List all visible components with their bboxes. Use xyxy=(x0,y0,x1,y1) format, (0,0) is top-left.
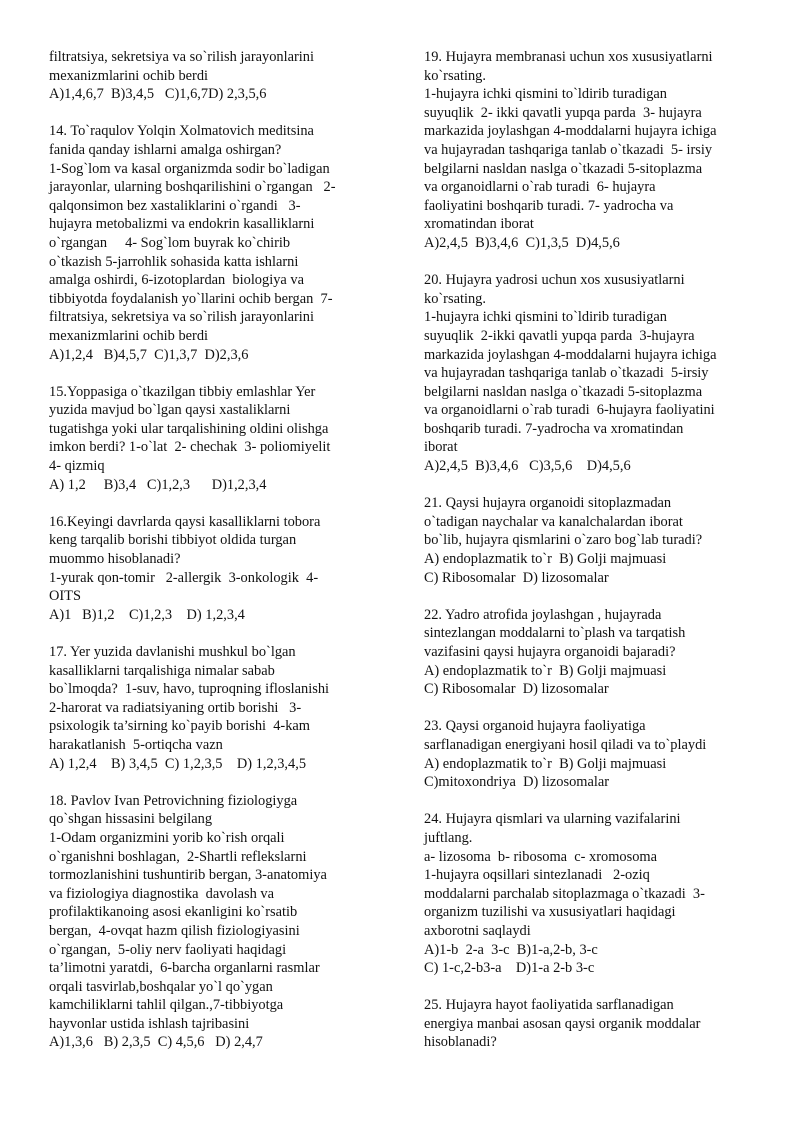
text-line: jarayonlar, ularning boshqarilishini o`rgangan 2- xyxy=(49,179,336,196)
text-line: A)1 B)1,2 C)1,2,3 D) 1,2,3,4 xyxy=(49,606,245,623)
text-line: 1-hujayra ichki qismini to`ldirib turadigan xyxy=(424,86,667,103)
text-line: filtratsiya, sekretsiya va so`rilish jarayonlarini xyxy=(49,49,314,65)
text-line: tugatishga yoki ular tarqalishining oldini olishga xyxy=(49,420,329,437)
text-line: A)2,4,5 B)3,4,6 C)3,5,6 D)4,5,6 xyxy=(424,458,631,475)
text-line: iborat xyxy=(424,439,458,456)
text-line: orqali tasvirlab,boshqalar yo`l qo`ygan xyxy=(49,978,273,995)
text-line: yuzida mavjud bo`lgan qaysi xastaliklarni xyxy=(49,402,291,419)
text-line: C) Ribosomalar D) lizosomalar xyxy=(424,681,609,698)
question-block xyxy=(424,606,762,699)
text-line: A)1,3,6 B) 2,3,5 C) 4,5,6 D) 2,4,7 xyxy=(49,1034,263,1051)
text-line: C) Ribosomalar D) lizosomalar xyxy=(424,569,609,586)
text-line: A) endoplazmatik to`r B) Golji majmuasi xyxy=(424,755,667,772)
text-line: 1-hujayra oqsillari sintezlanadi 2-oziq xyxy=(424,867,650,884)
question-block xyxy=(49,643,389,773)
text-line: va organoidlarni o`rab turadi 6-hujayra faoliyatini xyxy=(424,402,715,419)
text-line: kamchiliklarni tahlil qilgan.,7-tibbiyotga xyxy=(49,997,284,1014)
question-block xyxy=(49,122,389,364)
text-line: 1-Odam organizmini yorib ko`rish orqali xyxy=(49,829,285,846)
text-line: psixologik ta’sirning ko`payib borishi 4-kam xyxy=(49,718,311,735)
question-block xyxy=(424,48,762,253)
text-line: OITS xyxy=(49,588,81,605)
right-column xyxy=(424,48,762,1071)
text-line: 16.Keyingi davrlarda qaysi kasalliklarni tobora xyxy=(49,513,321,530)
text-line: bo`lib, hujayra qismlarini o`zaro bog`lab turadi? xyxy=(424,532,703,549)
text-line: filtratsiya, sekretsiya va so`rilish jarayonlarini xyxy=(49,309,314,326)
text-line: organizm tuzilishi va xususiyatlari haqidagi xyxy=(424,904,676,921)
text-line: muommo hisoblanadi? xyxy=(49,551,181,568)
text-line: o`rgangan, 5-oliy nerv faoliyati haqidagi xyxy=(49,941,287,958)
left-column xyxy=(49,48,389,1071)
text-line: harakatlanish 5-ortiqcha vazn xyxy=(49,736,223,753)
text-line: keng tarqalib borishi tibbiyot oldida turgan xyxy=(49,532,297,549)
text-line: mexanizmlarini ochib berdi xyxy=(49,67,209,84)
text-line: A) 1,2 B)3,4 C)1,2,3 D)1,2,3,4 xyxy=(49,476,267,493)
text-line: C) 1-c,2-b3-a D)1-a 2-b 3-c xyxy=(424,960,595,977)
text-line: qalqonsimon bez xastaliklarini o`rgandi 3- xyxy=(49,197,301,214)
text-line: o`rganishni boshlagan, 2-Shartli reflekslarni xyxy=(49,848,307,865)
text-line: hayvonlar ustida ishlash tajribasini xyxy=(49,1015,250,1032)
text-line: sarflanadigan energiyani hosil qiladi va to`playdi xyxy=(424,736,707,753)
text-line: 19. Hujayra membranasi uchun xos xususiyatlarni xyxy=(424,49,713,65)
text-line: amalga oshirdi, 6-izotoplardan biologiya va xyxy=(49,272,304,289)
text-line: fanida qanday ishlarni amalga oshirgan? xyxy=(49,141,282,158)
text-line: va fiziologiya diagnostika davolash va xyxy=(49,885,274,902)
text-line: suyuqlik 2-ikki qavatli yupqa parda 3-hujayra xyxy=(424,327,695,344)
question-block xyxy=(49,792,389,1052)
text-line: belgilarni nasldan naslga o`tkazadi 5-sitoplazma xyxy=(424,160,703,177)
text-line: boshqarib turadi. 7-yadrocha va xromatindan xyxy=(424,420,684,437)
question-block xyxy=(424,494,762,587)
text-line: A)1,2,4 B)4,5,7 C)1,3,7 D)2,3,6 xyxy=(49,346,249,363)
text-line: qo`shgan hissasini belgilang xyxy=(49,811,213,828)
text-line: 1-yurak qon-tomir 2-allergik 3-onkologik 4- xyxy=(49,569,319,586)
text-line: markazida joylashgan 4-moddalarni hujayra ichiga xyxy=(424,346,717,363)
text-line: 1-hujayra ichki qismini to`ldirib turadigan xyxy=(424,309,667,326)
text-line: 20. Hujayra yadrosi uchun xos xususiyatlarni xyxy=(424,272,685,289)
text-line: 25. Hujayra hayot faoliyatida sarflanadigan xyxy=(424,997,674,1014)
text-line: 14. To`raqulov Yolqin Xolmatovich meditsina xyxy=(49,123,314,140)
text-line: suyuqlik 2- ikki qavatli yupqa parda 3- hujayra xyxy=(424,104,702,121)
question-block xyxy=(424,810,762,977)
text-line: o`rgangan 4- Sog`lom buyrak ko`chirib xyxy=(49,234,291,251)
text-line: 17. Yer yuzida davlanishi mushkul bo`lgan xyxy=(49,644,296,660)
text-line: tibbiyotda foydalanish yo`llarini ochib bergan 7- xyxy=(49,290,333,307)
text-line: A) endoplazmatik to`r B) Golji majmuasi xyxy=(424,551,667,568)
question-block xyxy=(424,996,762,1052)
text-line: markazida joylashgan 4-moddalarni hujayra ichiga xyxy=(424,123,717,140)
text-line: ko`rsating. xyxy=(424,67,486,84)
text-line: bo`lmoqda? 1-suv, havo, tuproqning ifloslanishi xyxy=(49,681,330,698)
text-line: A) endoplazmatik to`r B) Golji majmuasi xyxy=(424,662,667,679)
text-line: vazifasini qaysi hujayra organoidi bajaradi? xyxy=(424,644,676,660)
text-line: ko`rsating. xyxy=(424,290,486,307)
text-line: A) 1,2,4 B) 3,4,5 C) 1,2,3,5 D) 1,2,3,4,5 xyxy=(49,755,307,772)
text-line: o`tkazish 5-jarrohlik sohasida katta ishlarni xyxy=(49,253,299,270)
text-line: C)mitoxondriya D) lizosomalar xyxy=(424,774,610,791)
text-line: 18. Pavlov Ivan Petrovichning fiziologiyga xyxy=(49,792,298,809)
text-line: A)1-b 2-a 3-c B)1-a,2-b, 3-c xyxy=(424,941,598,958)
text-line: 1-Sog`lom va kasal organizmda sodir bo`ladigan xyxy=(49,160,330,177)
text-line: hujayra metobalizmi va endokrin kasalliklarni xyxy=(49,216,315,233)
text-line: bergan, 4-ovqat hazm qilish fiziologiyasini xyxy=(49,922,300,939)
text-line: axborotni saqlaydi xyxy=(424,922,531,939)
question-block xyxy=(424,271,762,476)
text-line: 22. Yadro atrofida joylashgan , hujayrada xyxy=(424,606,662,623)
question-block xyxy=(49,48,389,104)
text-line: A)2,4,5 B)3,4,6 C)1,3,5 D)4,5,6 xyxy=(424,234,620,251)
text-line: sintezlangan moddalarni to`plash va tarqatish xyxy=(424,625,686,642)
text-line: 2-harorat va radiatsiyaning ortib borishi 3- xyxy=(49,699,302,716)
question-block xyxy=(49,383,389,495)
text-line: va hujayradan tashqariga tanlab o`tkazadi 5-irsiy xyxy=(424,365,709,382)
text-line: 23. Qaysi organoid hujayra faoliyatiga xyxy=(424,718,646,735)
text-line: 15.Yoppasiga o`tkazilgan tibbiy emlashlar Yer xyxy=(49,383,316,400)
text-line: a- lizosoma b- ribosoma c- xromosoma xyxy=(424,848,657,865)
text-line: kasalliklarni tarqalishiga nimalar sabab xyxy=(49,662,275,679)
text-line: 21. Qaysi hujayra organoidi sitoplazmadan xyxy=(424,495,672,512)
text-line: o`tadigan naychalar va kanalchalardan iborat xyxy=(424,513,683,530)
text-line: hisoblanadi? xyxy=(424,1034,497,1051)
text-line: faoliyatini boshqarib turadi. 7- yadrocha va xyxy=(424,197,674,214)
text-line: ta’limotni yaratdi, 6-barcha organlarni rasmlar xyxy=(49,960,320,977)
text-line: juftlang. xyxy=(424,829,473,846)
text-line: belgilarni nasldan naslga o`tkazadi 5-sitoplazma xyxy=(424,383,703,400)
text-line: 4- qizmiq xyxy=(49,458,105,475)
text-line: va hujayradan tashqariga tanlab o`tkazadi 5- irsiy xyxy=(424,141,713,158)
text-line: xromatindan iborat xyxy=(424,216,534,233)
question-block xyxy=(49,513,389,625)
text-line: moddalarni parchalab sitoplazmaga o`tkazadi 3- xyxy=(424,885,705,902)
question-block xyxy=(424,717,762,791)
text-line: profilaktikanoing asosi ekanligini ko`rsatib xyxy=(49,904,298,921)
text-line: A)1,4,6,7 B)3,4,5 C)1,6,7D) 2,3,5,6 xyxy=(49,86,267,103)
text-line: tormozlanishini tushuntirib bergan, 3-anatomiya xyxy=(49,867,327,884)
text-line: 24. Hujayra qismlari va ularning vazifalarini xyxy=(424,811,681,828)
text-line: mexanizmlarini ochib berdi xyxy=(49,327,209,344)
text-line: energiya manbai asosan qaysi organik moddalar xyxy=(424,1015,701,1032)
text-line: va organoidlarni o`rab turadi 6- hujayra xyxy=(424,179,656,196)
text-line: imkon berdi? 1-o`lat 2- chechak 3- poliomiyelit xyxy=(49,439,331,456)
